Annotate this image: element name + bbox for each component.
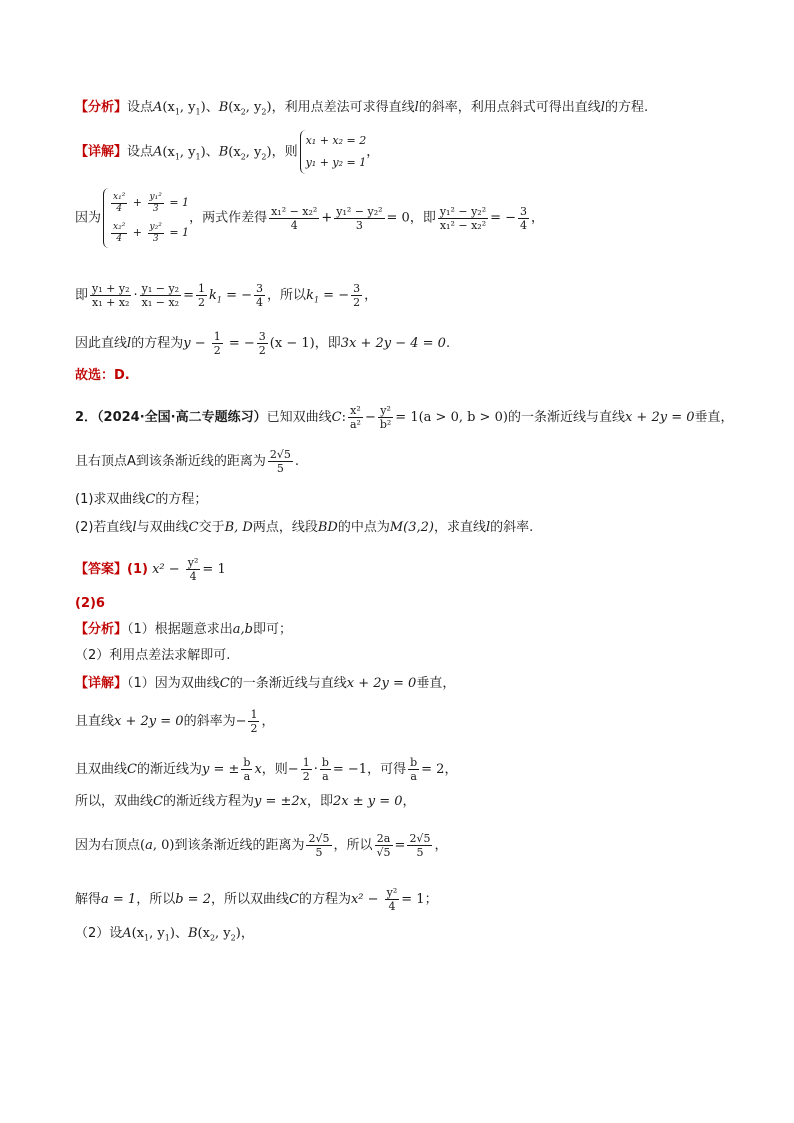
sub-question-2: (2)若直线l与双曲线C交于B, D两点，线段BD的中点为M(3,2)，求直线l的斜率. bbox=[75, 520, 534, 535]
q2-detail-6: 解得a = 1，所以b = 2，所以双曲线C的方程为x² − $\frac{\text{y²}}{4}$ = 1； bbox=[75, 886, 438, 913]
answer-line-2: (2)6 bbox=[75, 596, 105, 611]
answer-line-1: 【答案】(1) x² − $\frac{\text{y²}}{4}$ = 1 bbox=[75, 556, 226, 583]
q2-detail-3: 且双曲线C的渐近线为y = ± $\frac{b}{a}$ x，则− $\frac{1}{2}$ · $\frac{b}{a}$ = −1，可得 $\frac{b}{a}$ = 2， bbox=[75, 756, 458, 783]
q2-detail-5: 因为右顶点(a, 0)到该条渐近线的距离为 $\frac{2√5}{5}$ ，所以 $\frac{2a}{√5}$ = $\frac{2√5}{5}$ ， bbox=[75, 832, 448, 859]
q2-detail-2: 且直线x + 2y = 0的斜率为− $\frac{1}{2}$ ， bbox=[75, 708, 275, 735]
q2-detail-1: 【详解】（1）因为双曲线C的一条渐近线与直线x + 2y = 0垂直， bbox=[75, 676, 456, 691]
choose-answer: 故选：D. bbox=[75, 368, 130, 383]
q2-analysis-1: 【分析】（1）根据题意求出a,b即可； bbox=[75, 622, 293, 637]
q2-detail-4: 所以，双曲线C的渐近线方程为y = ±2x，即2x ± y = 0， bbox=[75, 794, 416, 809]
q2-detail-7: （2）设$A(x_1$, $y_1$)、$B(x_2$, $y_2$)， bbox=[75, 926, 254, 943]
detail-line-1: 【详解】设点$A(x_1$, $y_1$)、$B(x_2$, $y_2$)，则 x₁ + x₂ = 2 y₁ + y₂ = 1 ， bbox=[75, 130, 754, 174]
sub-question-1: (1)求双曲线C的方程； bbox=[75, 492, 208, 507]
detail-line-4: 因此直线l的方程为y − $\frac{1}{2}$ = − $\frac{3}{2}$ (x − 1)，即3x + 2y − 4 = 0. bbox=[75, 330, 451, 357]
detail-line-3: 即 $\frac{\text{y₁ + y₂}}{\text{x₁ + x₂}}$ · $\frac{\text{y₁ − y₂}}{\text{x₁ − x₂}}$ = $\frac{1}{2}$ $k_1$ = − $\frac{3}{4}$ ，所以$k_1$ = − $\frac{3}{2}$ ， bbox=[75, 282, 378, 309]
analysis-line: 【分析】设点$A(x_1$, $y_1$)、$B(x_2$, $y_2$)，利用点差法可求得直线l的斜率，利用点斜式可得出直线l的方程. bbox=[75, 100, 649, 117]
system-of-equations: x₁ + x₂ = 2 y₁ + y₂ = 1 bbox=[300, 130, 367, 174]
ellipse-system: $\frac{\text{x₁²}}{4}$ + $\frac{\text{y₁²}}{3}$ = 1 $\frac{\text{x₂²}}{4}$ + $\frac{\text{y₂²}}{3}$ = 1 bbox=[103, 188, 189, 248]
question-2-stem-2: 且右顶点A到该条渐近线的距离为 $\frac{2√5}{5}$ . bbox=[75, 448, 300, 475]
question-2-stem: 2．（2024·全国·高二专题练习）已知双曲线C: $\frac{\text{x²}}{\text{a²}}$ − $\frac{\text{y²}}{\text{b²}}$ = 1(a > 0, b > 0)的一条渐近线与直线x + 2y = 0垂直， bbox=[75, 404, 734, 431]
detail-line-2: 因为 $\frac{\text{x₁²}}{4}$ + $\frac{\text{y₁²}}{3}$ = 1 $\frac{\text{x₂²}}{4}$ + $\frac{\text{y₂²}}{3}$ = 1 ，两式作差得 $\frac{\text{x₁² − x₂²}}{4}$ + $\frac{\text{y₁² − y₂²}}{3}$ = 0，即 $\frac{\text{y₁² − y₂²}}{\text{x₁² − x₂²}}$ = − $\frac{3}{4}$ ， bbox=[75, 188, 754, 248]
q2-analysis-2: （2）利用点差法求解即可. bbox=[75, 648, 231, 663]
